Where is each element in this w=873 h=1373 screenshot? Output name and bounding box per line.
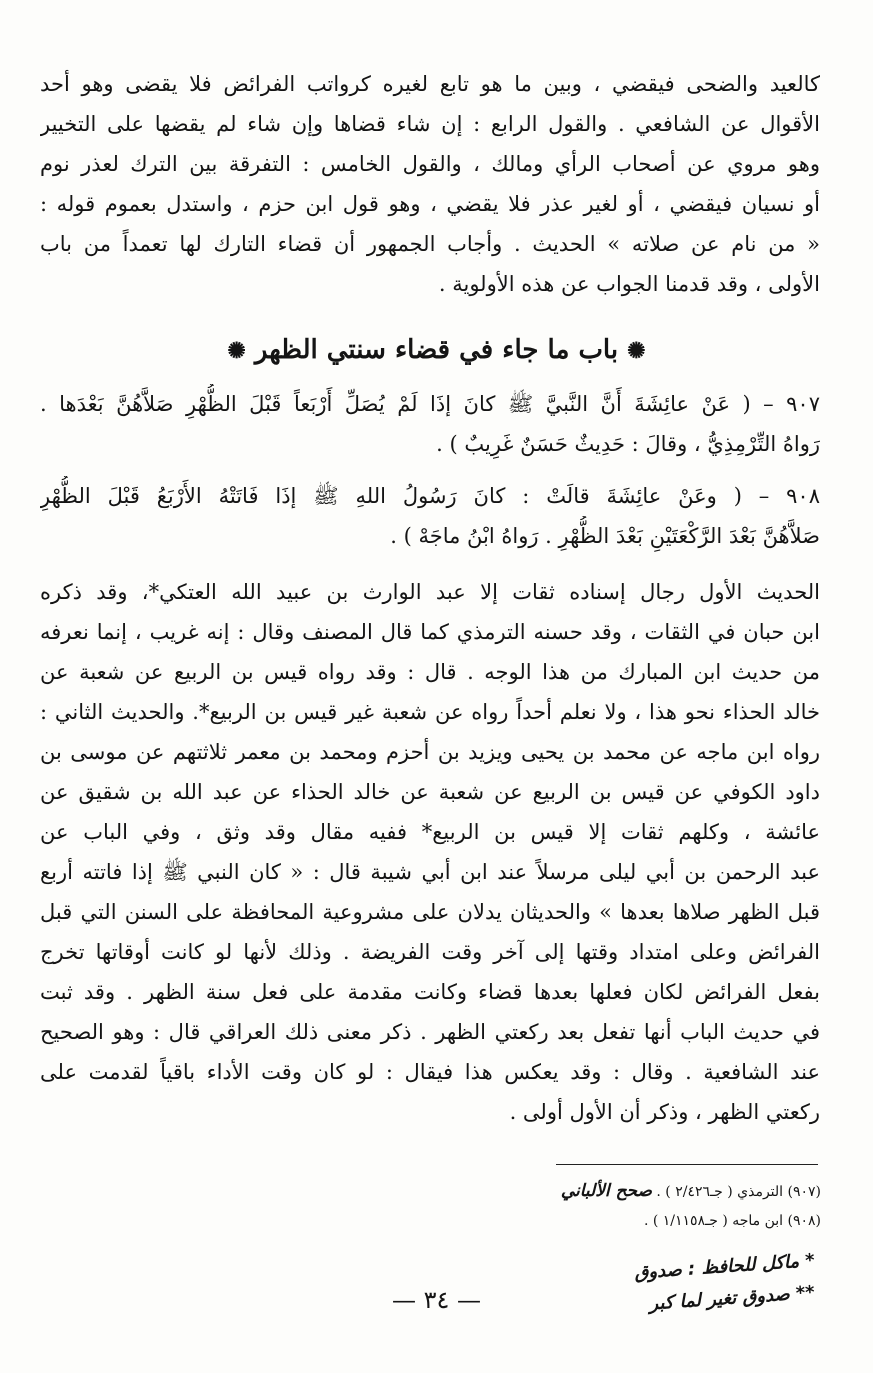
page-number: — ٣٤ —	[391, 1286, 482, 1314]
intro-line: كالعيد والضحى فيقضي ، وبين ما هو تابع لغيره كرواتب الفرائض فلا يقضى وهو أحد	[40, 72, 820, 96]
commentary-line: عائشة ، وكلهم ثقات إلا قيس بن الربيع* ففيه مقال وقد وثق ، وفي الباب عن	[40, 820, 820, 844]
footnote-907	[561, 1178, 821, 1205]
intro-paragraph	[40, 64, 820, 304]
hadith-907-line: رَواهُ التِّرْمِذِيُّ ، وقالَ : حَدِيثٌ حَسَنٌ غَرِيبٌ ) .	[436, 432, 820, 456]
commentary-line: في حديث الباب أنها تفعل بعد ركعتي الظهر . ذكر معنى ذلك العراقي قال : وهو الصحيح	[40, 1020, 820, 1044]
commentary-line: الحديث الأول رجال إسناده ثقات إلا عبد الوارث بن عبيد الله العتكي*، وقد ذكره	[40, 580, 820, 604]
intro-line: الأولى ، وقد قدمنا الجواب عن هذه الأولوية .	[438, 272, 820, 296]
commentary-line: رواه ابن ماجه عن محمد بن يحيى ويزيد بن أحزم ومحمد بن معمر ثلاثتهم عن موسى بن	[40, 740, 820, 764]
commentary-line: قبل الظهر صلاها بعدها » والحديثان يدلان على مشروعية المحافظة على السنن التي قبل	[40, 900, 820, 924]
ornament-icon: ✺	[227, 338, 246, 364]
commentary-line: من حديث ابن المبارك من هذا الوجه . قال : وقد رواه قيس بن الربيع عن شعبة عن	[40, 660, 820, 684]
commentary-line: ابن حبان في الثقات ، وقد حسنه الترمذي كما قال المصنف وقال : إنه غريب ، إنما نعرفه	[40, 620, 820, 644]
commentary-line: داود الكوفي عن قيس بن الربيع عن شعبة عن خالد الحذاء عن عبد الله بن شقيق عن	[40, 780, 820, 804]
footnote-divider	[556, 1164, 818, 1165]
commentary-line: عند الشافعية . وقال : وقد يعكس هذا فيقال : لو كان وقت الأداء باقياً لقدمت على	[40, 1060, 820, 1084]
chapter-title: باب ما جاء في قضاء سنتي الظهر	[254, 335, 619, 365]
commentary-line: خالد الحذاء نحو هذا ، ولا نعلم أحداً رواه عن شعبة غير قيس بن الربيع*. والحديث الثاني :	[40, 700, 820, 724]
hadith-908-line: ٩٠٨ – ( وعَنْ عائِشَةَ قالَتْ : كانَ رَسُولُ اللهِ ﷺ إذَا فَاتَتْهُ الأَرْبَعُ قَبْلَ الظُّهْرِ	[40, 484, 820, 508]
chapter-heading	[0, 328, 873, 373]
footnote-907-text: (٩٠٧) الترمذي ( جـ٢/٤٢٦ ) .	[656, 1184, 821, 1200]
intro-line: وهو مروي عن أصحاب الرأي ومالك ، والقول الخامس : التفرقة بين الترك لعذر نوم	[40, 152, 820, 176]
commentary-line: ركعتي الظهر ، وذكر أن الأول أولى .	[509, 1100, 820, 1124]
handwritten-note: ** صدوق تغير لما كبر	[649, 1282, 816, 1315]
commentary-paragraph	[40, 572, 820, 1132]
footnote-908	[644, 1208, 821, 1234]
commentary-line: بفعل الفرائض لكان فعلها بعدها قضاء وكانت مقدمة على فعل سنة الظهر . وقد ثبت	[40, 980, 820, 1004]
commentary-line: عبد الرحمن بن أبي ليلى مرسلاً عند ابن أبي شيبة قال : « كان النبي ﷺ إذا فاتته أربع	[40, 860, 820, 884]
intro-line: أو نسيان فيقضي ، أو لغير عذر فلا يقضي ، وهو قول ابن حزم ، واستدل بعموم قوله :	[40, 192, 820, 216]
hadith-908-line: صَلاَّهُنَّ بَعْدَ الرَّكْعَتَيْنِ بَعْدَ الظُّهْرِ . رَواهُ ابْنُ ماجَهْ ) .	[390, 524, 820, 548]
footnote-908-text: (٩٠٨) ابن ماجه ( جـ١/١١٥٨ ) .	[643, 1213, 821, 1229]
ornament-icon: ✺	[627, 338, 646, 364]
footnote-907-handwritten-note: صحح الألباني	[560, 1181, 652, 1201]
commentary-line: الفرائض وعلى امتداد وقتها إلى آخر وقت الفريضة . وذلك لأنها لو كانت أوقاتها تخرج	[40, 940, 820, 964]
intro-line: « من نام عن صلاته » الحديث . وأجاب الجمهور أن قضاء التارك لها تعمداً من باب	[40, 232, 820, 256]
hadith-907	[40, 384, 820, 464]
intro-line: الأقوال عن الشافعي . والقول الرابع : إن شاء قضاها وإن شاء لم يقضها على التخيير	[40, 112, 820, 136]
handwritten-note: * ماكل للحافظ : صدوق	[634, 1250, 816, 1284]
hadith-908	[40, 476, 820, 556]
hadith-907-line: ٩٠٧ – ( عَنْ عائِشَةَ أَنَّ النَّبيَّ ﷺ كانَ إذَا لَمْ يُصَلِّ أَرْبَعاً قَبْلَ الظُّهْرِ صَلاَّهُنَّ بَعْدَها .	[40, 392, 820, 416]
